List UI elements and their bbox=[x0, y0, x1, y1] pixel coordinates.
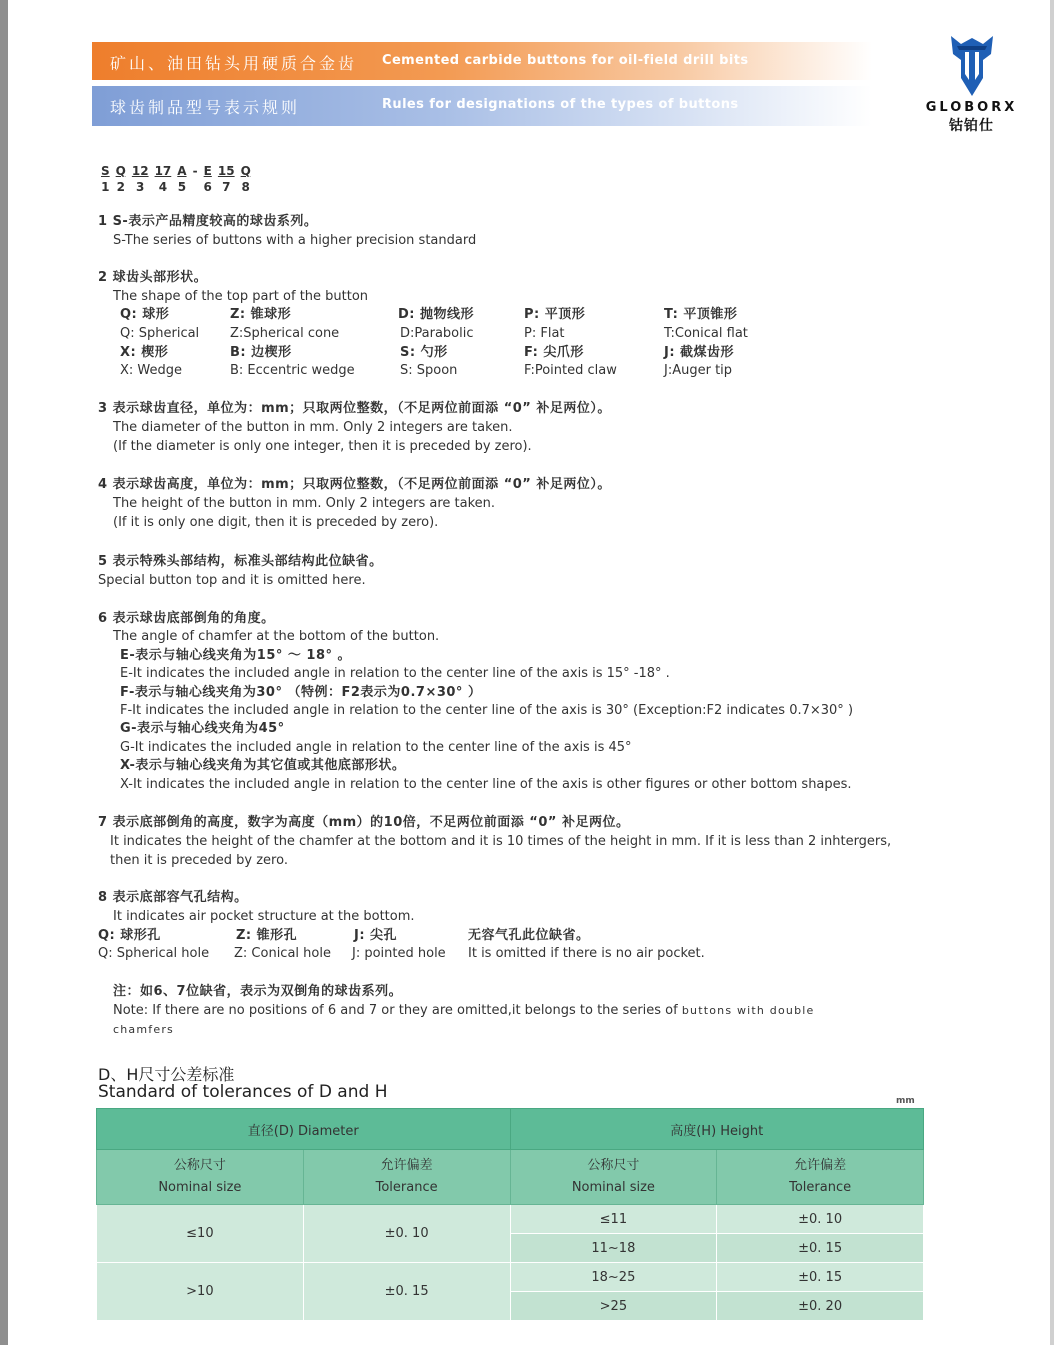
code-index: 7 bbox=[222, 180, 231, 194]
unit-label: mm bbox=[896, 1096, 915, 1106]
item-6-g-cn: G-表示与轴心线夹角为45° bbox=[120, 721, 285, 736]
d-tol-cell: ±0. 15 bbox=[303, 1263, 510, 1321]
note-en-2: chamfers bbox=[113, 1023, 174, 1036]
title-en: Cemented carbide buttons for oil-field drill bits bbox=[382, 53, 749, 68]
item-6-f-en: F-It indicates the included angle in relation to the center line of the axis is 30° (Exception:F2 indicates 0.7×30° ) bbox=[120, 703, 854, 718]
item-6-x-cn: X-表示与轴心线夹角为其它值或其他底部形状。 bbox=[120, 758, 406, 773]
h-tolerance-header bbox=[717, 1150, 924, 1205]
code-letter: 15 bbox=[217, 164, 235, 178]
h-size-cell: 11~18 bbox=[510, 1234, 717, 1263]
d-nominal-header bbox=[97, 1150, 304, 1205]
code-index: 6 bbox=[203, 180, 212, 194]
item-6-cn: 6 表示球齿底部倒角的角度。 bbox=[98, 611, 275, 626]
d-tolerance-header bbox=[303, 1150, 510, 1205]
note-en-text-tail: buttons with double bbox=[681, 1004, 815, 1017]
shape-s-cn: S: 勺形 bbox=[400, 345, 448, 360]
brand-logo bbox=[914, 34, 1029, 135]
item-6-x-en: X-It indicates the included angle in relation to the center line of the axis is other figures or other bottom shapes. bbox=[120, 777, 852, 792]
d-tol-en: Tolerance bbox=[375, 1180, 438, 1195]
air-none-cn: 无容气孔此位缺省。 bbox=[468, 928, 590, 943]
h-size-cell: 18~25 bbox=[510, 1263, 717, 1292]
item-6-e-cn: E-表示与轴心线夹角为15° ～ 18° 。 bbox=[120, 648, 352, 663]
d-size-cell: ≤10 bbox=[97, 1205, 304, 1263]
item-2-cn: 2 球齿头部形状。 bbox=[98, 270, 208, 285]
designation-code bbox=[98, 163, 254, 195]
air-j-en: J: pointed hole bbox=[352, 946, 446, 961]
item-6-f-cn: F-表示与轴心线夹角为30° （特例：F2表示为0.7×30° ） bbox=[120, 685, 482, 700]
item-8-en: It indicates air pocket structure at the bottom. bbox=[113, 909, 415, 924]
air-q-cn: Q: 球形孔 bbox=[98, 928, 161, 943]
right-page-edge bbox=[1050, 0, 1054, 1345]
item-4-cn: 4 表示球齿高度，单位为：mm；只取两位整数，（不足两位前面添 “0” 补足两位）。 bbox=[98, 477, 611, 492]
subtitle-banner bbox=[92, 86, 872, 126]
shape-t-en: T:Conical flat bbox=[664, 326, 748, 341]
h-tol-cell: ±0. 10 bbox=[717, 1205, 924, 1234]
item-3-cn: 3 表示球齿直径，单位为：mm；只取两位整数，（不足两位前面添 “0” 补足两位）。 bbox=[98, 401, 611, 416]
h-nominal-header bbox=[510, 1150, 717, 1205]
shape-b-en: B: Eccentric wedge bbox=[230, 363, 355, 378]
item-3-en-2: (If the diameter is only one integer, then it is preceded by zero). bbox=[113, 439, 532, 454]
tolerance-title-en: Standard of tolerances of D and H bbox=[98, 1082, 388, 1102]
code-letter: A bbox=[177, 164, 187, 178]
shape-p-cn: P: 平顶形 bbox=[524, 307, 586, 322]
h-tol-cell: ±0. 20 bbox=[717, 1292, 924, 1321]
air-j-cn: J: 尖孔 bbox=[354, 928, 398, 943]
item-7-en-2: then it is preceded by zero. bbox=[110, 853, 288, 868]
shape-q-cn: Q: 球形 bbox=[120, 307, 170, 322]
d-size-cell: >10 bbox=[97, 1263, 304, 1321]
shape-f-cn: F: 尖爪形 bbox=[524, 345, 584, 360]
subtitle-cn: 球齿制品型号表示规则 bbox=[110, 98, 301, 117]
d-nominal-cn: 公称尺寸 bbox=[173, 1158, 226, 1173]
code-index: 5 bbox=[177, 180, 187, 194]
shape-j-cn: J: 截煤齿形 bbox=[664, 345, 735, 360]
item-5-cn: 5 表示特殊头部结构，标准头部结构此位缺省。 bbox=[98, 554, 383, 569]
shape-q-en: Q: Spherical bbox=[120, 326, 200, 341]
h-nominal-en: Nominal size bbox=[571, 1180, 655, 1195]
trident-logo-icon bbox=[947, 34, 997, 98]
item-2-en: The shape of the top part of the button bbox=[113, 289, 369, 304]
code-index: 3 bbox=[136, 180, 145, 194]
item-6-e-en: E-It indicates the included angle in relation to the center line of the axis is 15° -18° . bbox=[120, 666, 670, 681]
brand-name: GLOBORX bbox=[925, 100, 1018, 115]
h-nominal-cn: 公称尺寸 bbox=[587, 1158, 640, 1173]
shape-t-cn: T: 平顶锥形 bbox=[664, 307, 738, 322]
code-letter: Q bbox=[115, 164, 126, 178]
d-tol-cell: ±0. 10 bbox=[303, 1205, 510, 1263]
item-4-en-1: The height of the button in mm. Only 2 integers are taken. bbox=[113, 496, 496, 511]
shape-d-cn: D: 抛物线形 bbox=[398, 307, 475, 322]
tolerance-title-cn: D、H尺寸公差标准 bbox=[98, 1065, 235, 1084]
left-page-edge bbox=[0, 0, 8, 1345]
shape-b-cn: B: 边楔形 bbox=[230, 345, 292, 360]
code-index bbox=[190, 179, 201, 195]
shape-f-en: F:Pointed claw bbox=[524, 363, 617, 378]
code-letter: S bbox=[101, 164, 110, 178]
subtitle-en: Rules for designations of the types of buttons bbox=[382, 97, 739, 112]
item-7-en-1: It indicates the height of the chamfer at the bottom and it is 10 times of the height in mm. If it is less than 2 inhtergers, bbox=[110, 834, 892, 849]
code-letter: 17 bbox=[154, 164, 172, 178]
shape-z-cn: Z: 锥球形 bbox=[230, 307, 292, 322]
title-cn: 矿山、油田钻头用硬质合金齿 bbox=[110, 54, 358, 73]
h-tol-en: Tolerance bbox=[789, 1180, 852, 1195]
diameter-header: 直径(D) Diameter bbox=[97, 1109, 511, 1150]
h-tol-cell: ±0. 15 bbox=[717, 1263, 924, 1292]
code-index: 2 bbox=[116, 180, 125, 194]
shape-p-en: P: Flat bbox=[524, 326, 565, 341]
shape-x-cn: X: 楔形 bbox=[120, 345, 169, 360]
code-letter: 12 bbox=[131, 164, 149, 178]
note-cn: 注：如6、7位缺省，表示为双倒角的球齿系列。 bbox=[113, 984, 403, 999]
tolerance-table bbox=[96, 1108, 924, 1321]
item-6-en: The angle of chamfer at the bottom of the button. bbox=[113, 629, 440, 644]
item-1-en: S-The series of buttons with a higher precision standard bbox=[113, 233, 477, 248]
shape-z-en: Z:Spherical cone bbox=[230, 326, 340, 341]
brand-name-cn: 钴铂仕 bbox=[949, 118, 994, 134]
code-letter: Q bbox=[240, 164, 251, 178]
item-1-cn: 1 S-表示产品精度较高的球齿系列。 bbox=[98, 214, 318, 229]
air-none-en: It is omitted if there is no air pocket. bbox=[468, 946, 705, 961]
d-nominal-en: Nominal size bbox=[158, 1180, 242, 1195]
item-8-cn: 8 表示底部容气孔结构。 bbox=[98, 890, 248, 905]
code-index: 8 bbox=[241, 180, 250, 194]
air-z-cn: Z: 锥形孔 bbox=[236, 928, 298, 943]
height-header: 高度(H) Height bbox=[510, 1109, 924, 1150]
shape-j-en: J:Auger tip bbox=[664, 363, 733, 378]
code-index: 1 bbox=[101, 180, 110, 194]
h-size-cell: ≤11 bbox=[510, 1205, 717, 1234]
shape-d-en: D:Parabolic bbox=[400, 326, 474, 341]
shape-s-en: S: Spoon bbox=[400, 363, 458, 378]
item-6-g-en: G-It indicates the included angle in relation to the center line of the axis is 45° bbox=[120, 740, 632, 755]
air-z-en: Z: Conical hole bbox=[234, 946, 331, 961]
note-en-1 bbox=[113, 1003, 815, 1019]
h-size-cell: >25 bbox=[510, 1292, 717, 1321]
shape-x-en: X: Wedge bbox=[120, 363, 183, 378]
code-letter: - bbox=[192, 164, 198, 178]
title-banner bbox=[92, 42, 872, 80]
d-tol-cn: 允许偏差 bbox=[380, 1158, 433, 1173]
code-letter: E bbox=[203, 164, 212, 178]
air-q-en: Q: Spherical hole bbox=[98, 946, 210, 961]
item-4-en-2: (If it is only one digit, then it is preceded by zero). bbox=[113, 515, 439, 530]
item-3-en-1: The diameter of the button in mm. Only 2 integers are taken. bbox=[113, 420, 513, 435]
h-tol-cell: ±0. 15 bbox=[717, 1234, 924, 1263]
item-7-cn: 7 表示底部倒角的高度，数字为高度（mm）的10倍，不足两位前面添 “0” 补足两位。 bbox=[98, 815, 630, 830]
h-tol-cn: 允许偏差 bbox=[794, 1158, 847, 1173]
note-en-text: Note: If there are no positions of 6 and 7 or they are omitted,it belongs to the series of bbox=[113, 1003, 678, 1018]
item-5-en: Special button top and it is omitted here. bbox=[98, 573, 366, 588]
code-index: 4 bbox=[158, 180, 168, 194]
